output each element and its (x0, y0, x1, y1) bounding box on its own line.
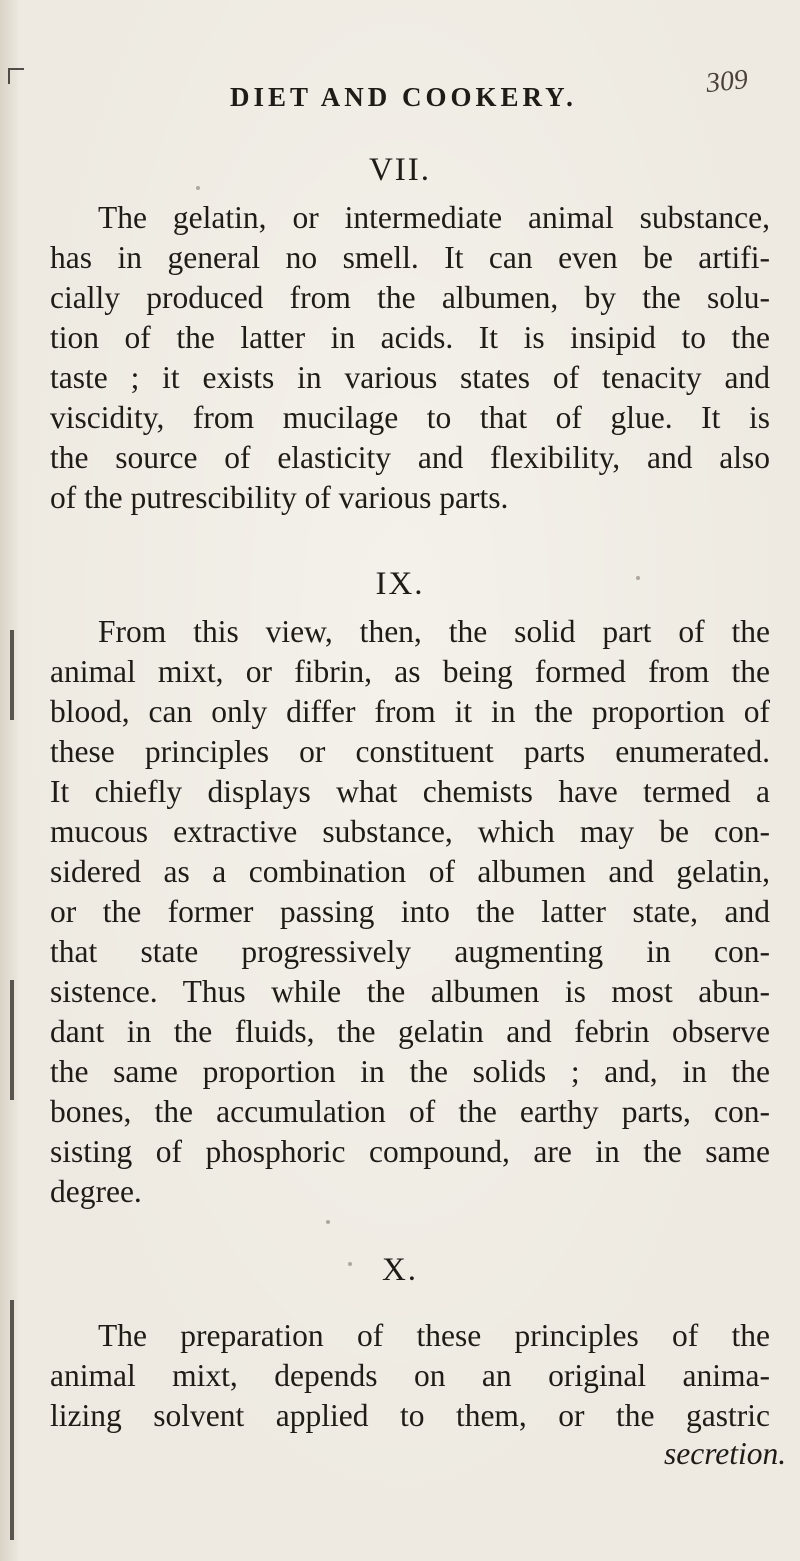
text-line: taste ; it exists in various states of tenacity and (50, 360, 770, 395)
section-paragraph (50, 612, 770, 1212)
text-line: The preparation of these principles of the (98, 1318, 770, 1353)
text-line: lizing solvent applied to them, or the gastric (50, 1398, 770, 1433)
text-line: animal mixt, or fibrin, as being formed from the (50, 654, 770, 689)
gutter-shadow-mark (10, 1300, 14, 1540)
section-paragraph (50, 198, 770, 518)
text-line: these principles or constituent parts enumerated. (50, 734, 770, 769)
binding-gutter (0, 0, 18, 1561)
text-line: dant in the fluids, the gelatin and febrin observe (50, 1014, 770, 1049)
text-line: blood, can only differ from it in the proportion of (50, 694, 770, 729)
text-line: of the putrescibility of various parts. (50, 480, 509, 515)
paper-speck (636, 576, 640, 580)
text-line: sidered as a combination of albumen and gelatin, (50, 854, 770, 889)
text-line: sistence. Thus while the albumen is most abun- (50, 974, 770, 1009)
text-line: degree. (50, 1174, 142, 1209)
page-corner-mark (8, 68, 24, 84)
paper-speck (348, 1262, 352, 1266)
gutter-shadow-mark (10, 630, 14, 720)
text-line: From this view, then, the solid part of the (98, 614, 770, 649)
text-line: mucous extractive substance, which may be con- (50, 814, 770, 849)
page-number: 309 (704, 63, 750, 100)
text-line: has in general no smell. It can even be artifi- (50, 240, 770, 275)
text-line: cially produced from the albumen, by the solu- (50, 280, 770, 315)
gutter-shadow-mark (10, 980, 14, 1100)
catchword: secretion. (664, 1436, 787, 1471)
paper-speck (196, 186, 200, 190)
section-heading: IX. (375, 566, 425, 602)
text-line: the source of elasticity and flexibility, and also (50, 440, 770, 475)
text-line: the same proportion in the solids ; and, in the (50, 1054, 770, 1089)
text-line: or the former passing into the latter state, and (50, 894, 770, 929)
text-line: The gelatin, or intermediate animal substance, (98, 200, 770, 235)
section-paragraph (50, 1316, 770, 1436)
paper-speck (326, 1220, 330, 1224)
text-line: viscidity, from mucilage to that of glue. It is (50, 400, 770, 435)
text-line: sisting of phosphoric compound, are in the same (50, 1134, 770, 1169)
running-head: DIET AND COOKERY. (230, 82, 577, 112)
text-line: animal mixt, depends on an original anima- (50, 1358, 770, 1393)
section-heading: VII. (368, 152, 432, 188)
text-line: It chiefly displays what chemists have termed a (50, 774, 770, 809)
section-heading: X. (381, 1252, 419, 1288)
text-line: bones, the accumulation of the earthy parts, con- (50, 1094, 770, 1129)
text-line: that state progressively augmenting in con- (50, 934, 770, 969)
text-line: tion of the latter in acids. It is insipid to the (50, 320, 770, 355)
